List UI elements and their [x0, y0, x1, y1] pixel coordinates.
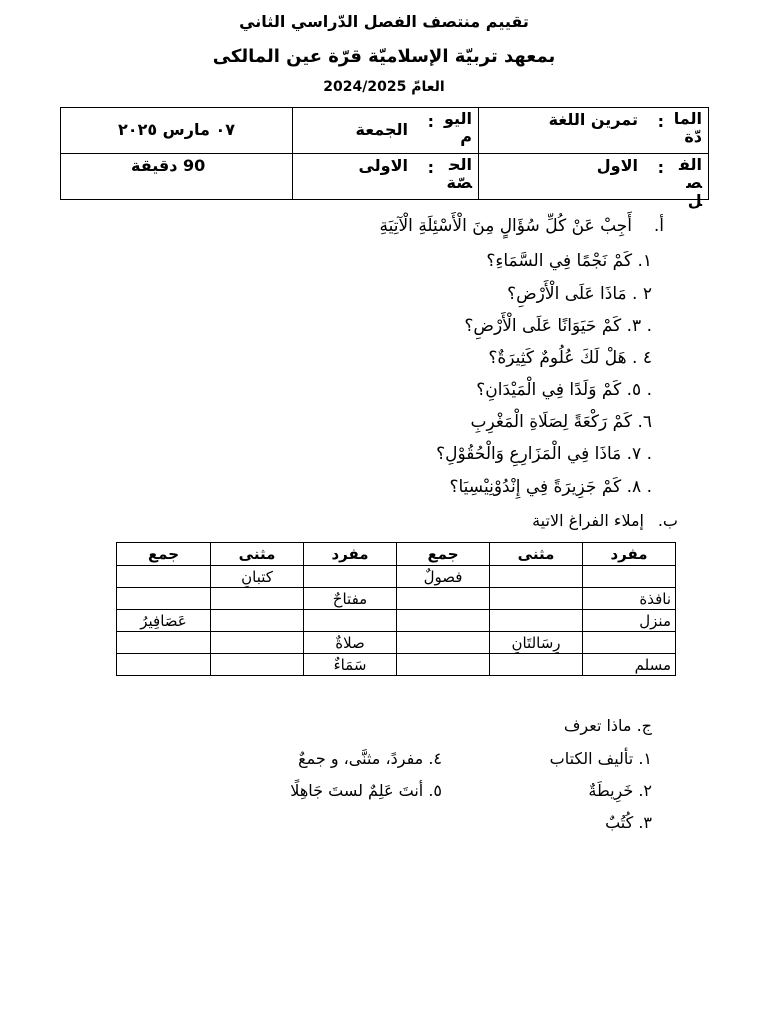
- table-cell[interactable]: [117, 566, 211, 588]
- table-cell[interactable]: [117, 654, 211, 676]
- period-colon: :: [427, 158, 434, 177]
- class-label: الفصل: [678, 155, 702, 210]
- table-cell[interactable]: [490, 566, 583, 588]
- period-label: الحصّة: [446, 155, 472, 192]
- column-header: مفرد: [583, 543, 676, 566]
- table-cell[interactable]: [211, 654, 304, 676]
- table-row: [117, 566, 676, 588]
- table-cell[interactable]: نافذة: [583, 588, 676, 610]
- table-cell[interactable]: [490, 654, 583, 676]
- column-header: مثنى: [490, 543, 583, 566]
- section-a-letter: أ.: [653, 216, 664, 236]
- question-5: . ٥. كَمْ وَلَدًا فِي الْمَيْدَانِ؟: [476, 380, 652, 400]
- exam-info-table: [60, 107, 709, 210]
- class-cell: [479, 154, 709, 210]
- date-cell: [61, 108, 293, 154]
- table-cell[interactable]: [211, 632, 304, 654]
- period-cell: [293, 154, 479, 200]
- day-colon: :: [427, 112, 434, 131]
- fill-in-table: [116, 542, 676, 676]
- table-cell[interactable]: سَمَاءٌ: [304, 654, 397, 676]
- table-cell[interactable]: رِسَالتَانِ: [490, 632, 583, 654]
- column-header: جمع: [397, 543, 490, 566]
- section-c-item-1: ١. تأليف الكتاب: [549, 749, 652, 768]
- table-cell[interactable]: مسلم: [583, 654, 676, 676]
- section-c-item-5: ٥. أنتَ عَلِمٌ لستَ جَاهِلًا: [290, 781, 442, 800]
- question-3: . ٣. كَمْ حَيَوَانًا عَلَى الْأَرْضِ؟: [464, 316, 652, 336]
- exam-title: تقييم منتصف الفصل الدّراسي الثاني: [239, 12, 529, 31]
- column-header: مثنى: [211, 543, 304, 566]
- period-value: الاولى: [358, 156, 408, 175]
- duration-cell: [61, 154, 293, 200]
- table-cell[interactable]: [397, 654, 490, 676]
- subject-label: المادّة: [673, 109, 702, 146]
- question-7: . ٧. مَاذَا فِي الْمَزَارِعِ وَالْحُقُوْلِ؟: [436, 444, 652, 464]
- table-cell[interactable]: [583, 632, 676, 654]
- academic-year: العامّ 2024/2025: [323, 79, 445, 95]
- date-value: ٠٧ مارس ٢٠٢٥: [118, 120, 235, 139]
- table-cell[interactable]: [304, 566, 397, 588]
- table-cell[interactable]: [304, 610, 397, 632]
- table-cell[interactable]: [117, 632, 211, 654]
- table-cell[interactable]: [490, 610, 583, 632]
- subject-cell: [479, 108, 709, 154]
- duration-value: 90 دقيقة: [131, 156, 206, 175]
- day-cell: [293, 108, 479, 154]
- day-value: الجمعة: [355, 120, 408, 139]
- question-1: ١. كَمْ نَجْمًا فِي السَّمَاءِ؟: [486, 251, 652, 271]
- section-c-heading: ج. ماذا تعرف: [563, 716, 652, 735]
- question-4: ٤ . هَلْ لَكَ عُلُومٌ كَثِيرَةٌ؟: [488, 348, 652, 368]
- table-cell[interactable]: عَصَافِيرُ: [117, 610, 211, 632]
- question-8: . ٨. كَمْ جَزِيرَةً فِي إِنْدُوْنِيْسِيَا؟: [449, 477, 652, 497]
- table-cell[interactable]: فصولٌ: [397, 566, 490, 588]
- day-label: اليوم: [443, 109, 472, 146]
- section-c-item-2: ٢. خَرِيطَةٌ: [588, 781, 652, 800]
- table-cell[interactable]: [211, 610, 304, 632]
- table-cell[interactable]: [211, 588, 304, 610]
- column-header: جمع: [117, 543, 211, 566]
- question-6: ٦. كَمْ رَكْعَةً لِصَلَاةِ الْمَغْرِبِ: [470, 412, 652, 432]
- table-row: [117, 588, 676, 610]
- section-a-heading: أَجِبْ عَنْ كُلِّ سُؤَالٍ مِنَ الْأَسْئِلَةِ الْآتِيَةِ: [379, 216, 632, 236]
- column-header: مفرد: [304, 543, 397, 566]
- table-cell[interactable]: [397, 588, 490, 610]
- table-header-row: [117, 543, 676, 566]
- table-cell[interactable]: كتبانِ: [211, 566, 304, 588]
- table-row: [117, 654, 676, 676]
- table-row: [117, 632, 676, 654]
- table-cell[interactable]: [397, 632, 490, 654]
- school-name: بمعهد تربيّة الإسلاميّة قرّة عين المالكى: [212, 46, 556, 67]
- section-b-heading: إملاء الفراغ الاتية: [532, 511, 644, 530]
- table-row: [117, 610, 676, 632]
- table-cell[interactable]: [490, 588, 583, 610]
- table-cell[interactable]: [117, 588, 211, 610]
- subject-colon: :: [657, 112, 664, 131]
- table-cell[interactable]: [397, 610, 490, 632]
- section-c-item-3: ٣. كُتُبٌ: [605, 813, 652, 832]
- table-cell[interactable]: صلاةٌ: [304, 632, 397, 654]
- section-b-letter: ب.: [657, 511, 678, 530]
- subject-value: تمرين اللغة: [548, 110, 638, 129]
- table-cell[interactable]: [583, 566, 676, 588]
- question-2: ٢ . مَاذَا عَلَى الْأَرْضِ؟: [507, 284, 652, 304]
- table-cell[interactable]: منزل: [583, 610, 676, 632]
- class-value: الاول: [596, 156, 638, 175]
- table-cell[interactable]: مفتاحٌ: [304, 588, 397, 610]
- section-c-item-4: ٤. مفردً، مثنَّى، و جمعٌ: [298, 749, 442, 768]
- class-colon: :: [657, 158, 664, 177]
